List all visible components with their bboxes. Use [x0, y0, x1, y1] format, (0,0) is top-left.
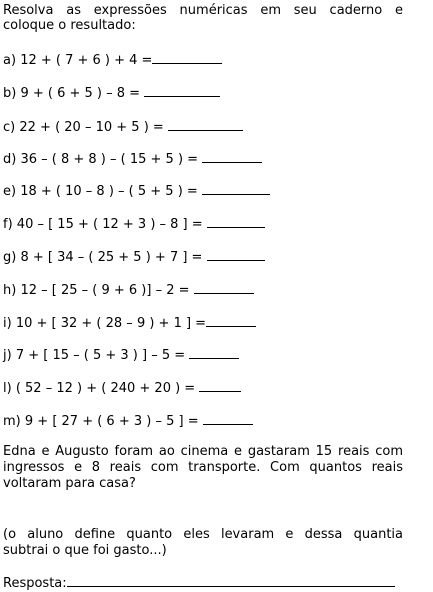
answer-blank[interactable] [207, 215, 265, 228]
answer-blank[interactable] [202, 182, 270, 195]
answer-blank[interactable] [203, 412, 253, 425]
answer-blank[interactable] [199, 379, 241, 392]
problem-line-2: ingressos e 8 reais com transporte. Com quantos reais [3, 460, 403, 475]
exercise-label: e) [3, 184, 17, 199]
exercise-f [3, 215, 265, 232]
exercise-expression: 9 + ( 6 + 5 ) – 8 = [20, 86, 141, 101]
exercise-label: a) [3, 53, 17, 68]
intro-line-2: coloque o resultado: [3, 18, 136, 33]
exercise-expression: 22 + ( 20 – 10 + 5 ) = [19, 120, 164, 135]
exercise-label: h) [3, 283, 17, 298]
exercise-m [3, 412, 253, 429]
exercise-expression: 8 + [ 34 – ( 25 + 5 ) + 7 ] = [20, 250, 203, 265]
exercise-label: d) [3, 152, 17, 167]
answer-row [3, 574, 395, 591]
exercise-b [3, 84, 220, 101]
exercise-label: b) [3, 86, 17, 101]
exercise-expression: 10 + [ 32 + ( 28 – 9 ) + 1 ] = [15, 316, 207, 331]
exercise-expression: 18 + ( 10 – 8 ) – ( 5 + 5 ) = [20, 184, 198, 199]
exercise-label: m) [3, 414, 21, 429]
exercise-i [3, 314, 256, 331]
exercise-h [3, 281, 254, 298]
exercise-expression: 12 – [ 25 – ( 9 + 6 )] – 2 = [20, 283, 190, 298]
note-line-1: (o aluno define quanto eles levaram e dessa quantia [3, 527, 403, 542]
exercise-j [3, 346, 239, 363]
exercise-label: j) [3, 348, 12, 363]
exercise-expression: ( 52 – 12 ) + ( 240 + 20 ) = [15, 381, 196, 396]
answer-blank[interactable] [207, 248, 265, 261]
exercise-l [3, 379, 241, 396]
exercise-expression: 9 + [ 27 + ( 6 + 3 ) – 5 ] = [24, 414, 199, 429]
exercise-c [3, 118, 243, 135]
answer-blank[interactable] [168, 118, 243, 131]
exercise-expression: 7 + [ 15 – ( 5 + 3 ) ] – 5 = [15, 348, 186, 363]
problem-line-3: voltaram para casa? [3, 476, 136, 491]
intro-line-1: Resolva as expressões numéricas em seu caderno e [3, 3, 403, 18]
exercise-label: f) [3, 217, 13, 232]
answer-blank[interactable] [202, 150, 262, 163]
exercise-label: l) [3, 381, 12, 396]
answer-label: Resposta: [3, 576, 67, 591]
exercise-a [3, 51, 222, 68]
exercise-g [3, 248, 265, 265]
answer-blank[interactable] [144, 84, 220, 97]
answer-line[interactable] [67, 574, 395, 587]
exercise-label: c) [3, 120, 16, 135]
exercise-expression: 12 + ( 7 + 6 ) + 4 = [20, 53, 153, 68]
exercise-expression: 36 – ( 8 + 8 ) – ( 15 + 5 ) = [20, 152, 199, 167]
note-line-2: subtrai o que foi gasto...) [3, 543, 167, 558]
answer-blank[interactable] [189, 346, 239, 359]
exercise-d [3, 150, 262, 167]
exercise-label: g) [3, 250, 17, 265]
answer-blank[interactable] [152, 51, 222, 64]
exercise-label: i) [3, 316, 12, 331]
problem-line-1: Edna e Augusto foram ao cinema e gastaram 15 reais com [3, 444, 403, 459]
exercise-expression: 40 – [ 15 + ( 12 + 3 ) – 8 ] = [16, 217, 203, 232]
answer-blank[interactable] [194, 281, 254, 294]
exercise-e [3, 182, 270, 199]
answer-blank[interactable] [206, 314, 256, 327]
